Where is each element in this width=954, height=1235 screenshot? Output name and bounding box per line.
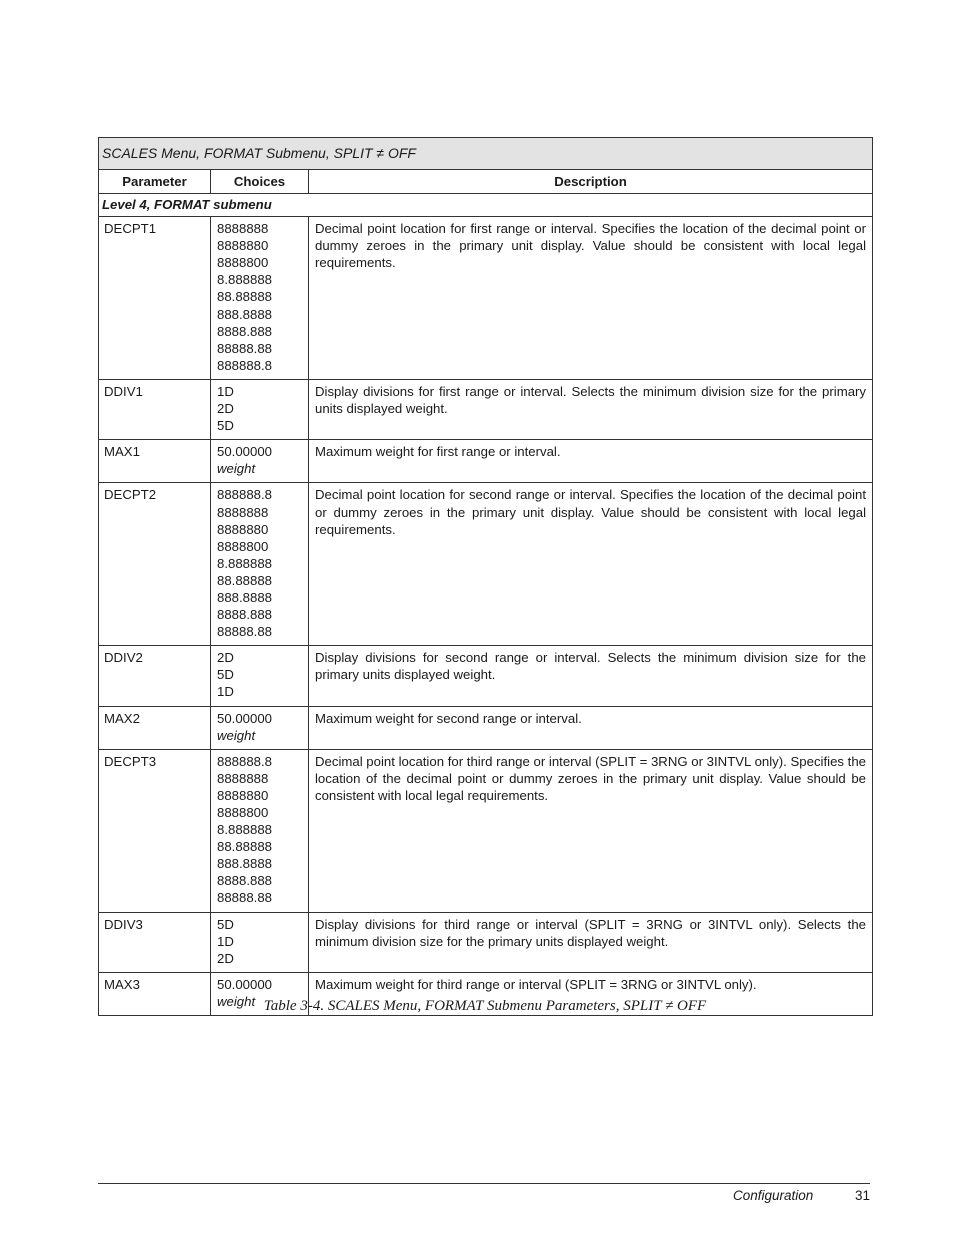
choice-value: 8888880 [217,238,269,254]
choice-value: 5D [217,667,234,683]
choice-value: 8888888 [217,504,269,520]
choice-value: 1D [217,383,234,399]
choice-value: 2D [217,650,234,666]
parameter-name: DDIV3 [99,912,211,972]
choice-value: 888.8888 [217,306,273,322]
table-row [99,646,873,706]
choice-note: weight [217,461,256,477]
parameter-name: DECPT1 [99,217,211,380]
parameter-description: Display divisions for second range or interval. Selects the minimum division size for the primary units displayed weight. [309,646,873,706]
parameters-table [98,137,873,1016]
choice-value: 1D [217,684,234,700]
choice-value: 8888800 [217,538,269,554]
choice-value: 888888.8 [217,487,273,503]
choice-value: 50.00000 [217,710,273,726]
parameter-description: Maximum weight for third range or interval (SPLIT = 3RNG or 3INTVL only). [309,972,873,1015]
page-number: 31 [855,1188,871,1203]
choice-value: 8888888 [217,770,269,786]
table-row [99,483,873,646]
table-row [99,379,873,439]
parameter-choices [211,217,309,380]
section-label: Level 4, FORMAT submenu [99,194,873,217]
choice-value: 8.888888 [217,272,273,288]
parameter-choices [211,440,309,483]
parameter-choices [211,379,309,439]
header-description: Description [309,170,873,194]
choice-value: 8888800 [217,255,269,271]
table-row [99,706,873,749]
choice-value: 8888880 [217,521,269,537]
footer-section-name: Configuration [733,1188,814,1203]
table-row [99,440,873,483]
table-row [99,912,873,972]
parameter-choices [211,483,309,646]
header-choices: Choices [211,170,309,194]
header-parameter: Parameter [99,170,211,194]
parameter-description: Display divisions for first range or interval. Selects the minimum division size for the primary units displayed weight. [309,379,873,439]
parameter-name: MAX3 [99,972,211,1015]
choice-value: 888.8888 [217,589,273,605]
parameter-name: MAX1 [99,440,211,483]
choice-value: 888888.8 [217,753,273,769]
parameter-description: Maximum weight for second range or interval. [309,706,873,749]
choice-value: 8888.888 [217,607,273,623]
table-row [99,217,873,380]
choice-value: 8888.888 [217,873,273,889]
choice-note: weight [217,993,256,1009]
parameter-choices [211,749,309,912]
choice-value: 2D [217,950,234,966]
choice-value: 5D [217,916,234,932]
table-caption: Table 3-4. SCALES Menu, FORMAT Submenu Parameters, SPLIT ≠ OFF [263,998,707,1014]
parameter-description: Display divisions for third range or interval (SPLIT = 3RNG or 3INTVL only). Selects the minimum division size for the primary units displayed weight. [309,912,873,972]
parameter-choices [211,912,309,972]
parameter-name: DECPT2 [99,483,211,646]
choice-value: 1D [217,933,234,949]
choice-value: 8.888888 [217,555,273,571]
choice-value: 88.88888 [217,289,273,305]
parameter-description: Decimal point location for first range or interval. Specifies the location of the decimal point or dummy zeroes in the primary unit display. Value should be consistent with local legal requirements. [309,217,873,380]
choice-value: 88.88888 [217,839,273,855]
footer-divider [98,1183,870,1184]
parameter-name: DDIV1 [99,379,211,439]
choice-value: 88888.88 [217,890,273,906]
choice-value: 8888880 [217,787,269,803]
parameter-name: DDIV2 [99,646,211,706]
choice-value: 88888.88 [217,340,273,356]
choice-value: 888.8888 [217,856,273,872]
choice-value: 8888800 [217,805,269,820]
choice-value: 5D [217,418,234,434]
choice-value: 50.00000 [217,976,273,992]
choice-value: 8.888888 [217,822,273,838]
parameter-description: Decimal point location for second range or interval. Specifies the location of the decimal point or dummy zeroes in the primary unit display. Value should be consistent with local legal requirements. [309,483,873,646]
choice-value: 888888.8 [217,357,273,373]
parameter-description: Decimal point location for third range or interval (SPLIT = 3RNG or 3INTVL only). Specifies the location of the decimal point or dummy zeroes in the primary unit display. Value should be consistent with local legal requirements. [309,749,873,912]
choice-value: 2D [217,401,234,417]
choice-value: 8888888 [217,221,269,237]
table-title: SCALES Menu, FORMAT Submenu, SPLIT ≠ OFF [99,138,873,170]
choice-value: 88.88888 [217,572,273,588]
choice-value: 88888.88 [217,624,273,640]
choice-value: 8888.888 [217,323,273,339]
table-row [99,749,873,912]
parameter-choices [211,706,309,749]
choice-note: weight [217,727,256,743]
parameter-name: DECPT3 [99,749,211,912]
choice-value: 50.00000 [217,444,273,460]
parameter-name: MAX2 [99,706,211,749]
parameter-description: Maximum weight for first range or interval. [309,440,873,483]
parameter-choices [211,646,309,706]
